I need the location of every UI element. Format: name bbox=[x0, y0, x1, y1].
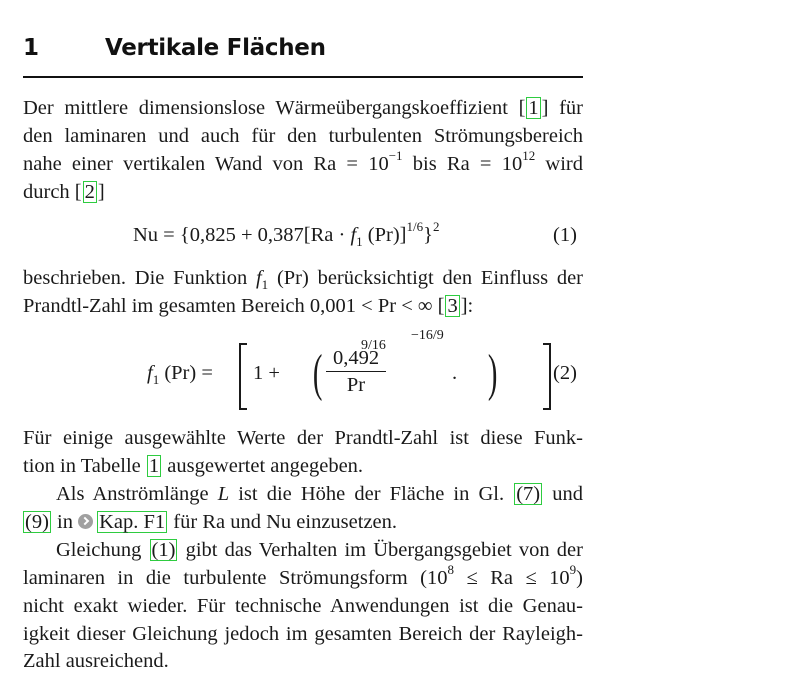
text: laminaren in die turbulente Strömungsform (10 bbox=[23, 567, 448, 589]
chapter-link-f1[interactable]: Kap. F1 bbox=[99, 511, 166, 533]
left-paren: ( bbox=[312, 345, 323, 402]
sub: 1 bbox=[261, 277, 269, 293]
text: ]: bbox=[460, 295, 474, 317]
equation-number-1: (1) bbox=[553, 224, 577, 246]
eq-text: } bbox=[423, 224, 433, 246]
section-title: Vertikale Flächen bbox=[105, 35, 326, 61]
text: beschrieben. Die Funktion bbox=[23, 267, 256, 289]
equation-link-7[interactable]: (7) bbox=[516, 483, 541, 505]
exponent: −1 bbox=[388, 148, 403, 164]
exponent: 8 bbox=[447, 562, 454, 578]
table-link-1[interactable]: 1 bbox=[148, 455, 160, 477]
eq-text: 1 + bbox=[253, 362, 280, 384]
section-number: 1 bbox=[23, 35, 40, 61]
var: L bbox=[217, 483, 230, 505]
text-line bbox=[23, 292, 583, 320]
text: durch [ bbox=[23, 181, 82, 203]
eq-exp: 2 bbox=[432, 219, 440, 235]
outer-exponent: −16/9 bbox=[411, 328, 444, 343]
text-line bbox=[23, 150, 583, 178]
citation-link-2[interactable]: 2 bbox=[84, 181, 95, 203]
text-line-cutoff bbox=[23, 648, 169, 672]
eq-var: f bbox=[350, 224, 357, 246]
text: ] bbox=[97, 181, 105, 203]
citation-link-3[interactable]: 3 bbox=[447, 295, 458, 317]
text: ≤ Ra ≤ 10 bbox=[453, 567, 570, 589]
text: Der mittlere dimensionslose Wärmeübergangskoeffizient [ bbox=[23, 97, 526, 119]
text: in bbox=[51, 511, 79, 533]
text: Prandtl-Zahl im gesamten Bereich 0,001 < Pr < ∞ [ bbox=[23, 295, 445, 317]
eq-sub: 1 bbox=[356, 234, 363, 250]
text: ausgewertet angegeben. bbox=[162, 455, 364, 477]
text-line bbox=[23, 452, 583, 480]
eq2-lhs bbox=[147, 362, 213, 388]
citation-link-1[interactable]: 1 bbox=[528, 97, 539, 119]
eq-text: (Pr) = bbox=[159, 362, 213, 384]
right-bracket bbox=[543, 343, 551, 410]
text: und bbox=[543, 483, 583, 505]
eq-var: f bbox=[147, 362, 153, 384]
eq-exp: 1/6 bbox=[406, 219, 424, 235]
text: wird bbox=[535, 153, 584, 175]
var: f bbox=[255, 267, 262, 289]
text: Zahl ausreichend. bbox=[23, 650, 169, 672]
text: ] für bbox=[541, 97, 583, 119]
eq-sub: 1 bbox=[152, 372, 160, 388]
equation-link-9[interactable]: (9) bbox=[25, 511, 49, 533]
eq-text: (Pr)] bbox=[362, 224, 407, 246]
eq-text: Nu = {0,825 + 0,387[Ra · bbox=[133, 224, 351, 246]
exponent: 12 bbox=[522, 148, 536, 164]
text: (Pr) berücksichtigt den Einfluss der bbox=[268, 267, 583, 289]
text-line bbox=[23, 480, 583, 508]
text: bis Ra = 10 bbox=[402, 153, 523, 175]
text: gibt das Verhalten im Übergangsgebiet von der bbox=[178, 539, 583, 561]
text-line bbox=[23, 264, 583, 292]
text-line bbox=[23, 564, 583, 592]
text: ) bbox=[576, 567, 583, 589]
right-paren: ) bbox=[487, 345, 498, 402]
eq-period: . bbox=[452, 362, 458, 384]
equation-link-1[interactable]: (1) bbox=[151, 539, 176, 561]
text-line bbox=[23, 178, 583, 206]
numerator: 0,492 bbox=[326, 346, 386, 372]
text-line: den laminaren und auch für den turbulenten Strömungsbereich bbox=[23, 125, 583, 147]
text-line: Für einige ausgewählte Werte der Prandtl-Zahl ist diese Funk- bbox=[23, 427, 583, 449]
denominator: Pr bbox=[346, 374, 366, 396]
inner-exponent: 9/16 bbox=[361, 338, 386, 353]
exponent: 9 bbox=[569, 562, 577, 578]
text: ist die Höhe der Fläche in Gl. bbox=[229, 483, 514, 505]
text: für Ra und Nu einzusetzen. bbox=[168, 511, 398, 533]
text-line: nicht exakt wieder. Für technische Anwendungen ist die Genau- bbox=[23, 595, 583, 617]
section-heading bbox=[23, 33, 583, 77]
chevron-right-icon bbox=[78, 514, 93, 529]
equation-1 bbox=[133, 219, 440, 250]
heading-rule bbox=[23, 76, 583, 78]
text-line bbox=[23, 94, 583, 122]
left-bracket bbox=[239, 343, 247, 410]
text: nahe einer vertikalen Wand von Ra = 10 bbox=[23, 153, 389, 175]
text-line bbox=[23, 536, 583, 564]
text: Als Anströmlänge bbox=[56, 483, 218, 505]
text: Gleichung bbox=[56, 539, 149, 561]
text-line: igkeit dieser Gleichung jedoch im gesamten Bereich der Rayleigh- bbox=[23, 623, 583, 645]
text-line bbox=[23, 508, 583, 536]
equation-number-2: (2) bbox=[553, 362, 577, 384]
text: tion in Tabelle bbox=[23, 455, 146, 477]
